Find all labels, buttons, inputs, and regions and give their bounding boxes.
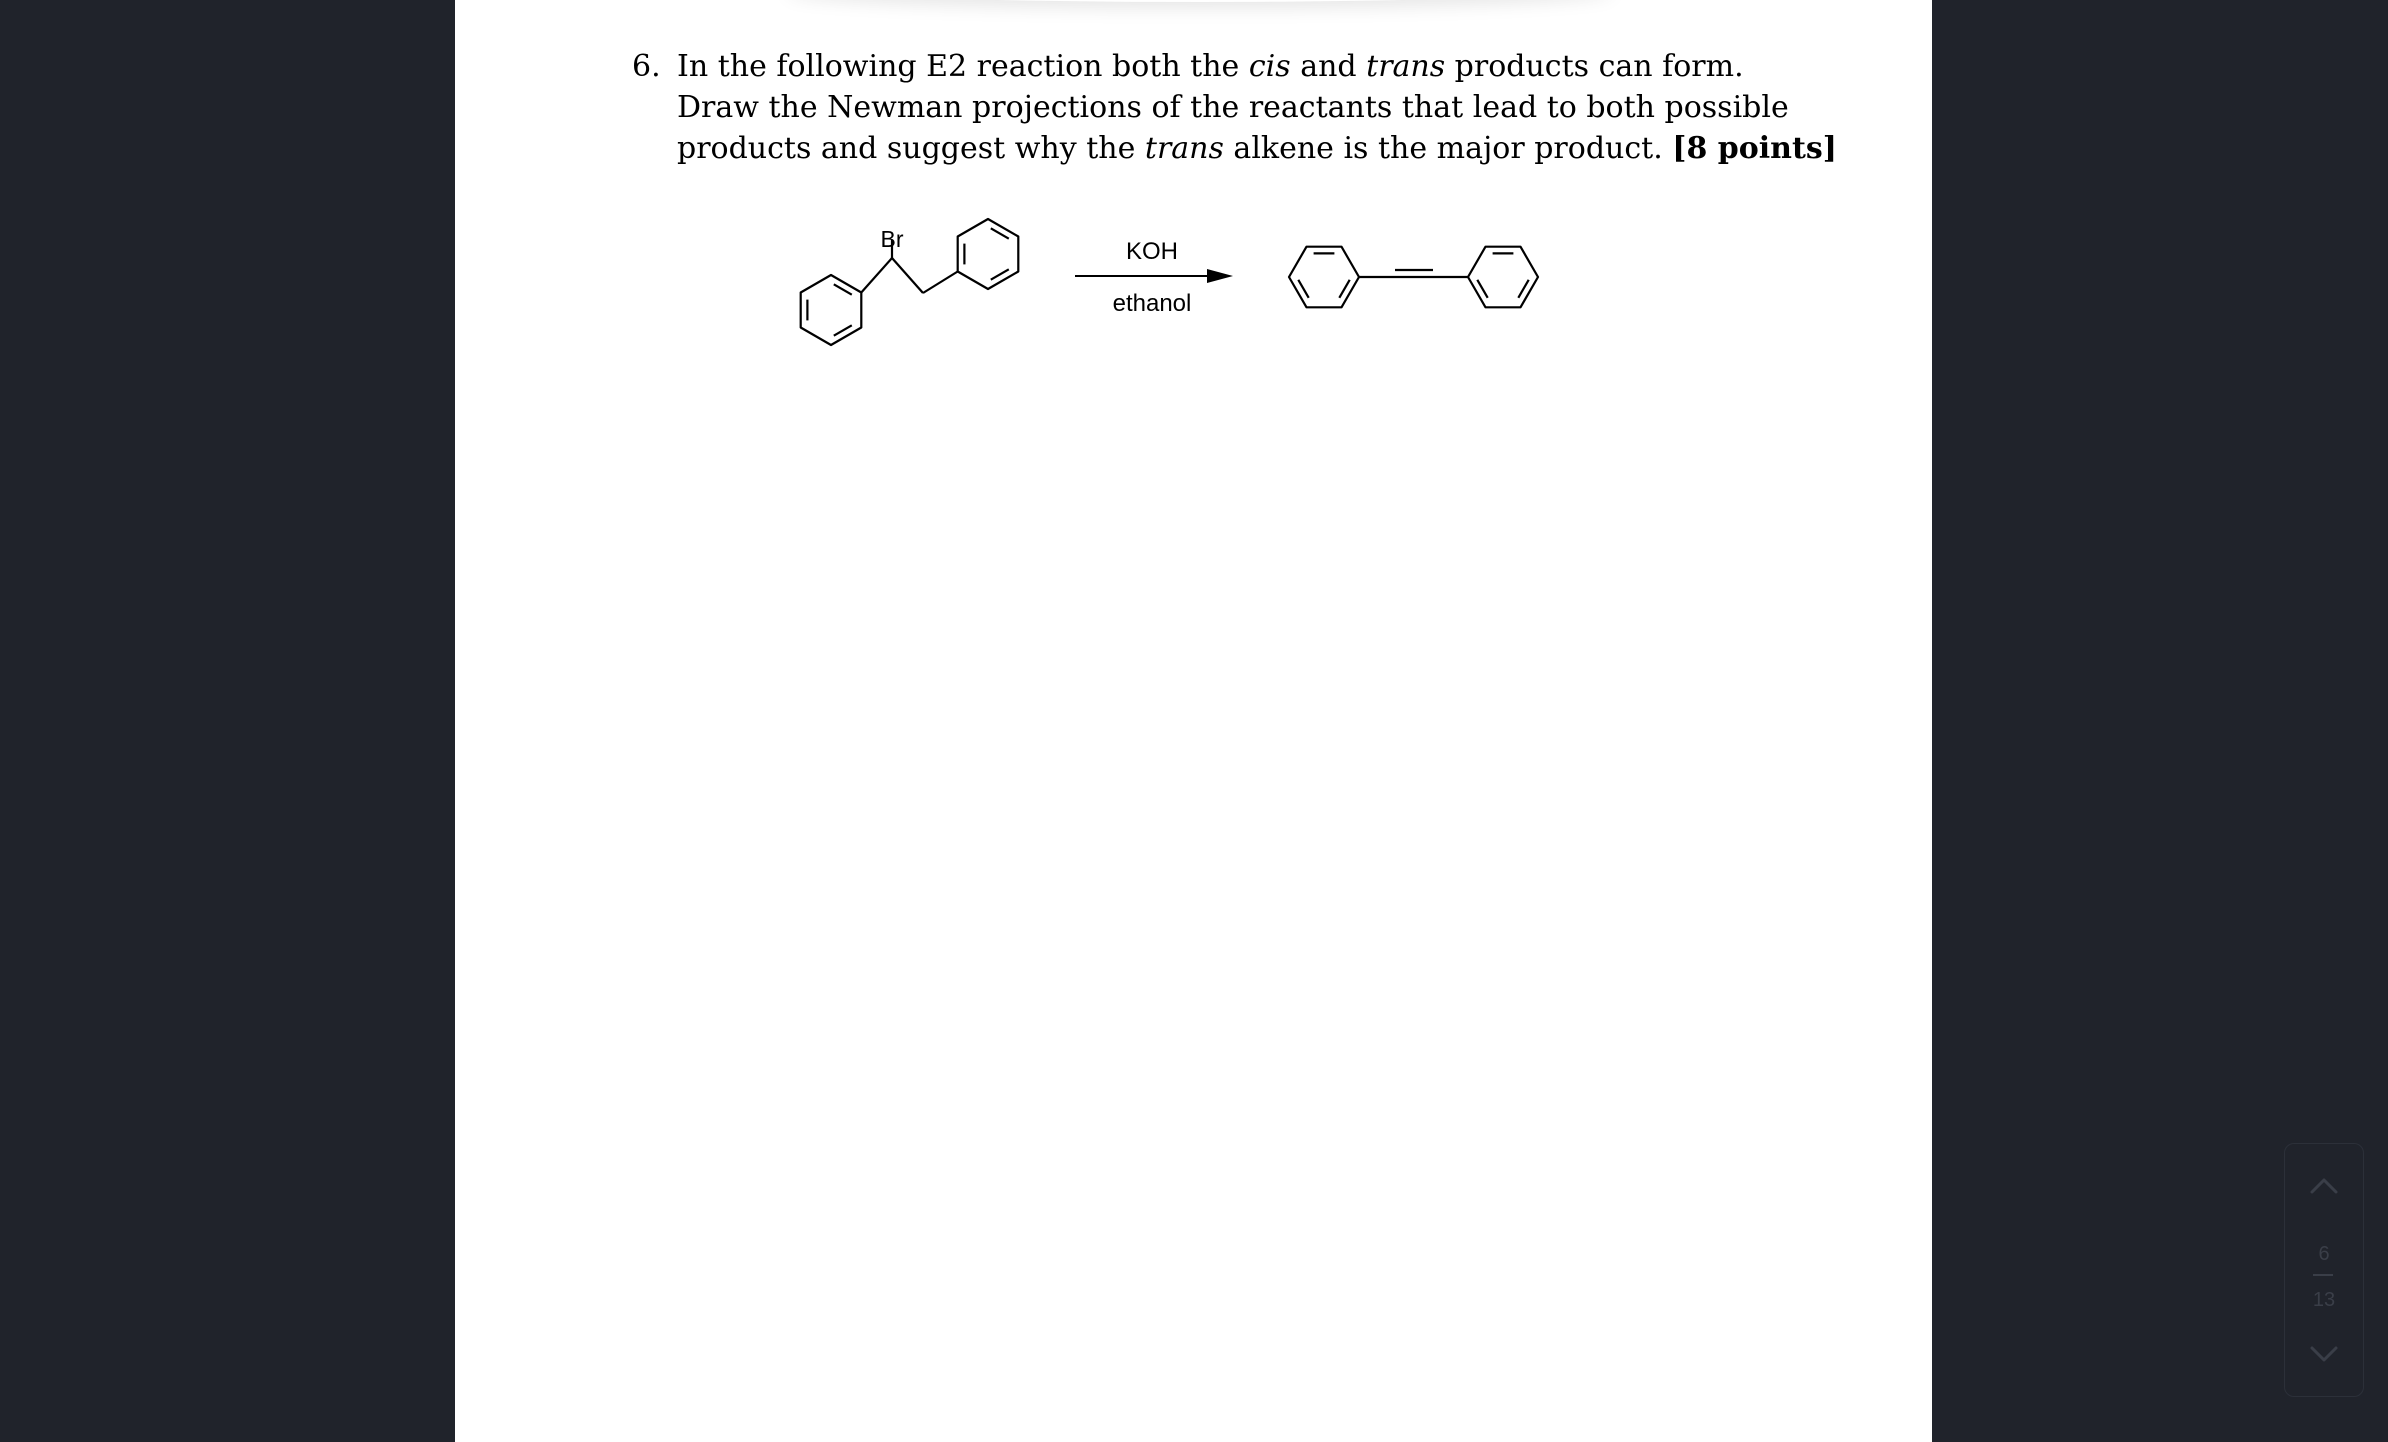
trans-term: trans <box>1144 131 1224 166</box>
solvent-ethanol: ethanol <box>1112 290 1192 317</box>
trans-term: trans <box>1366 49 1446 84</box>
text-span: products and suggest why the <box>677 131 1145 166</box>
product-right-benzene-ring <box>1468 247 1538 308</box>
product-left-benzene-ring <box>1289 247 1359 308</box>
reagent-koh: KOH <box>1125 238 1179 265</box>
reactant-right-benzene-ring <box>958 219 1019 289</box>
previous-page-chevron-icon[interactable] <box>2285 1166 2363 1206</box>
bond <box>892 258 923 293</box>
text-span: alkene is the major product. <box>1223 131 1673 166</box>
reaction-arrow <box>1075 269 1233 283</box>
points-value: [8 points] <box>1672 131 1837 166</box>
next-page-chevron-icon[interactable] <box>2285 1334 2363 1374</box>
text-span: products can form. <box>1445 49 1744 84</box>
text-span: and <box>1290 49 1367 84</box>
ring-outline <box>1289 247 1359 308</box>
reactant-structure <box>801 219 1019 345</box>
ring-outline <box>958 219 1019 289</box>
bond <box>861 258 892 293</box>
ring-outline <box>1468 247 1538 308</box>
page-separator <box>2313 1274 2333 1276</box>
ring-outline <box>801 275 862 345</box>
bromine-label: Br <box>880 226 904 252</box>
reactant-left-benzene-ring <box>801 275 862 345</box>
reaction-scheme <box>455 0 1932 400</box>
product-structure <box>1289 247 1538 308</box>
document-page <box>455 0 1932 1442</box>
bond <box>923 272 958 294</box>
question-number: 6. <box>632 49 661 84</box>
total-pages-number: 13 <box>2312 1289 2336 1311</box>
question-line-2: Draw the Newman projections of the reactants that lead to both possible <box>677 90 1789 125</box>
cis-term: cis <box>1248 49 1291 84</box>
text-span: In the following E2 reaction both the <box>677 49 1249 84</box>
page-navigator <box>2284 1143 2364 1397</box>
current-page-number: 6 <box>2318 1243 2330 1265</box>
